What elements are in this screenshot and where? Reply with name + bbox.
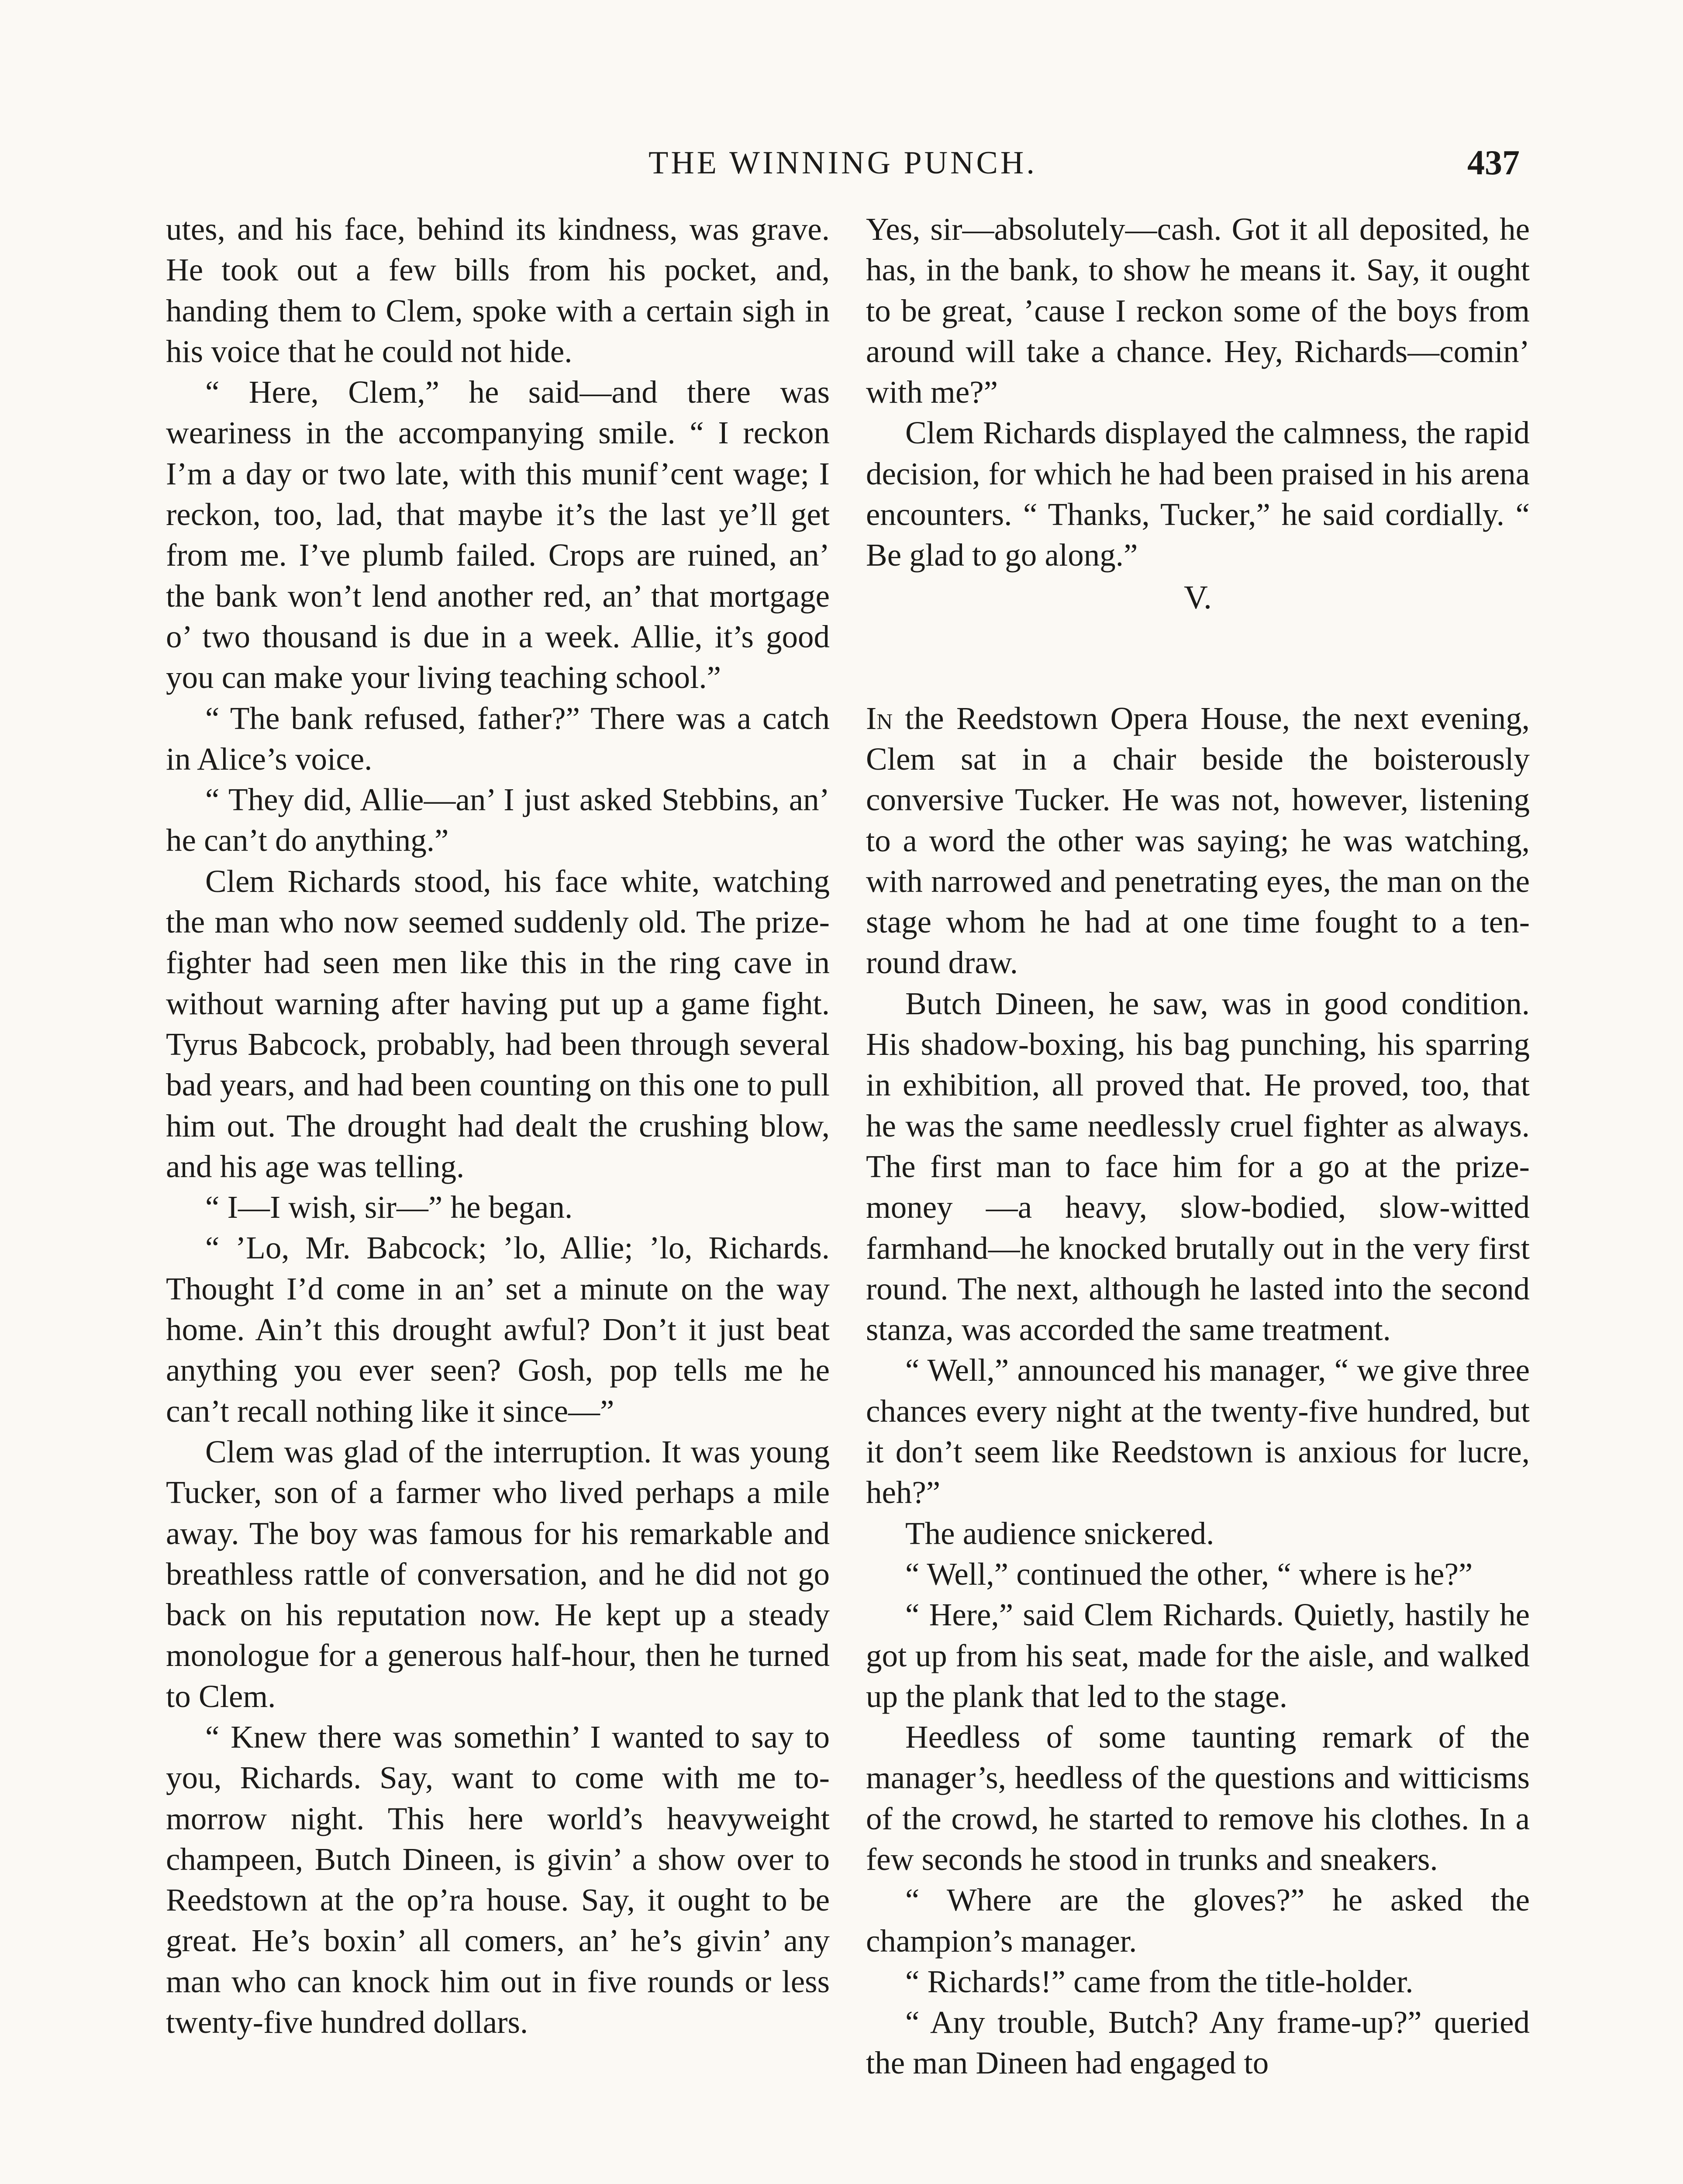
paragraph: “ The bank refused, father?” There was a catch in Alice’s voice. <box>166 700 830 777</box>
right-column <box>866 209 1530 2084</box>
page-number: 437 <box>1467 144 1520 182</box>
paragraph: “ Here,” said Clem Richards. Quietly, hastily he got up from his seat, made for the aisle, and walked up the plank that led to the stage. <box>866 1597 1530 1714</box>
left-column <box>166 209 830 2042</box>
paragraph: “ ’Lo, Mr. Babcock; ’lo, Allie; ’lo, Richards. Thought I’d come in an’ set a minute on the way home. Ain’t this drought awful? Don’t it just beat anything you ever seen? Gosh, pop tells me he can’t recall nothing like it since—” <box>166 1230 830 1429</box>
lead-in-smallcaps: In <box>866 700 893 736</box>
paragraph: “ Richards!” came from the title-holder. <box>905 1963 1414 1999</box>
paragraph: “ Well,” announced his manager, “ we give three chances every night at the twenty-five hundred, but it don’t seem like Reedstown is anxious for lucre, heh?” <box>866 1352 1530 1510</box>
section-opening-text: the Reedstown Opera House, the next evening, Clem sat in a chair beside the boisterously conversive Tucker. He was not, however, listening to a word the other was saying; he was watching, with narrowed and penetrating eyes, the man on the stage whom he had at one time fought to a ten-round draw. <box>866 700 1530 981</box>
paragraph: “ Here, Clem,” he said—and there was weariness in the accompanying smile. “ I reckon I’m a day or two late, with this munif’cent wage; I reckon, too, lad, that maybe it’s the last ye’ll get from me. I’ve plumb failed. Crops are ruined, an’ the bank won’t lend another red, an’ that mortgage o’ two thousand is due in a week. Allie, it’s good you can make your living teaching school.” <box>166 374 830 695</box>
paragraph: Yes, sir—absolutely—cash. Got it all deposited, he has, in the bank, to show he means it. Say, it ought to be great, ’cause I reckon some of the boys from around will take a chance. Hey, Richards—comin’ with me?” <box>866 211 1530 410</box>
paragraph: “ I—I wish, sir—” he began. <box>205 1189 573 1225</box>
paragraph: Heedless of some taunting remark of the manager’s, heedless of the questions and witticisms of the crowd, he started to remove his clothes. In a few seconds he stood in trunks and sneakers. <box>866 1719 1530 1877</box>
paragraph: utes, and his face, behind its kindness, was grave. He took out a few bills from his pocket, and, handing them to Clem, spoke with a certain sigh in his voice that he could not hide. <box>166 211 830 369</box>
paragraph: “ Well,” continued the other, “ where is he?” <box>905 1556 1473 1592</box>
paragraph: “ Knew there was somethin’ I wanted to say to you, Richards. Say, want to come with me to-morrow night. This here world’s heavyweight champeen, Butch Dineen, is givin’ a show over to Reedstown at the op’ra house. Say, it ought to be great. He’s boxin’ all comers, an’ he’s givin’ any man who can knock him out in five rounds or less twenty-five hundred dollars. <box>166 1719 830 2040</box>
paragraph: Clem Richards stood, his face white, watching the man who now seemed suddenly old. The prize-fighter had seen men like this in the ring cave in without warning after having put up a game fight. Tyrus Babcock, probably, had been through several bad years, and had been counting on this one to pull him out. The drought had dealt the crushing blow, and his age was telling. <box>166 863 830 1184</box>
section-opening-paragraph <box>866 698 1530 983</box>
running-title: THE WINNING PUNCH. <box>648 145 1037 181</box>
paragraph: Clem was glad of the interruption. It was young Tucker, son of a farmer who lived perhaps a mile away. The boy was famous for his remarkable and breathless rattle of conversation, and he did not go back on his reputation now. He kept up a steady monologue for a generous half-hour, then he turned to Clem. <box>166 1434 830 1714</box>
paragraph: “ They did, Allie—an’ I just asked Stebbins, an’ he can’t do anything.” <box>166 782 830 858</box>
section-numeral: V. <box>1183 579 1212 616</box>
paragraph: “ Any trouble, Butch? Any frame-up?” queried the man Dineen had engaged to <box>866 2004 1530 2081</box>
paragraph: The audience snickered. <box>905 1515 1214 1551</box>
paragraph: Clem Richards displayed the calmness, the rapid decision, for which he had been praised in his arena encounters. “ Thanks, Tucker,” he said cordially. “ Be glad to go along.” <box>866 415 1530 573</box>
paragraph: Butch Dineen, he saw, was in good condition. His shadow-boxing, his bag punching, his sparring in exhibition, all proved that. He proved, too, that he was the same needlessly cruel fighter as always. The first man to face him for a go at the prize-money —a heavy, slow-bodied, slow-witted farmhand—he knocked brutally out in the very first round. The next, although he lasted into the second stanza, was accorded the same treatment. <box>866 985 1530 1348</box>
running-head <box>166 139 1520 187</box>
paragraph: “ Where are the gloves?” he asked the champion’s manager. <box>866 1882 1530 1959</box>
